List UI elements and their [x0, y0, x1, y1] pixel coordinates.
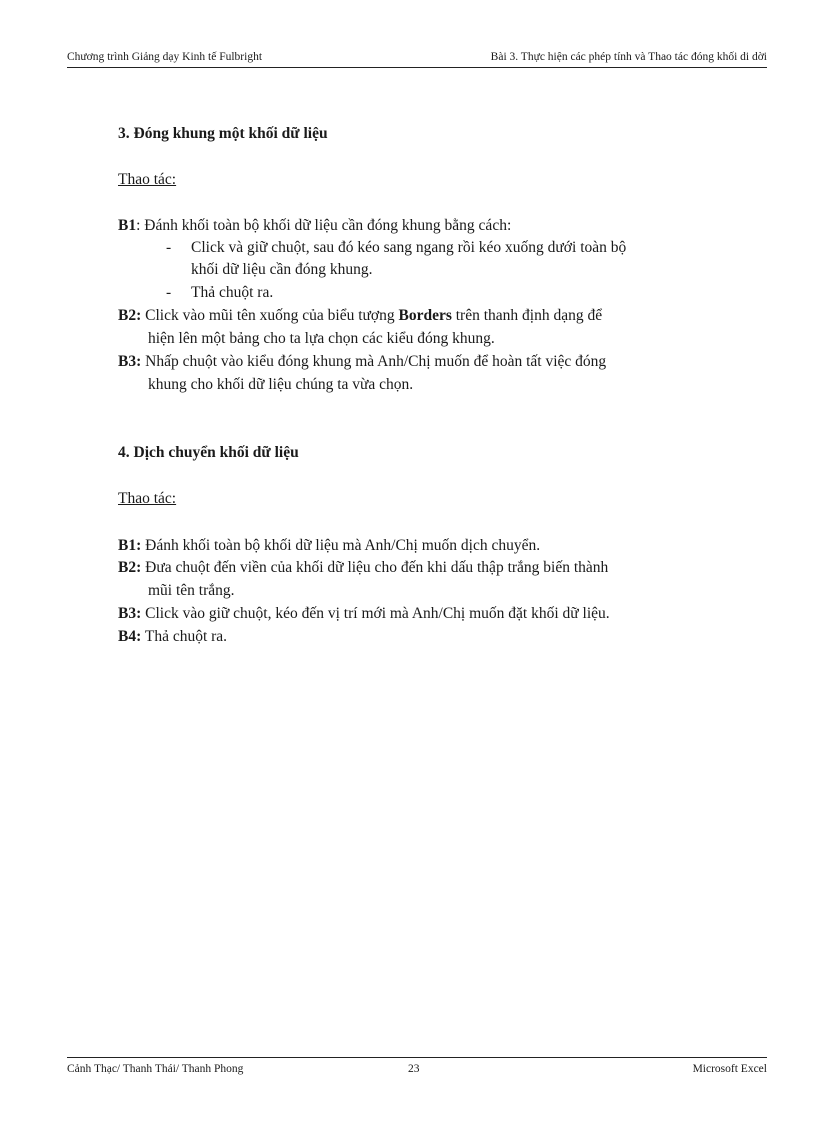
- section3-step-b3-continuation: khung cho khối dữ liệu chúng ta vừa chọn.: [148, 376, 414, 393]
- section4-step-b2: [118, 557, 608, 578]
- step-text: Đánh khối toàn bộ khối dữ liệu mà Anh/Chị muốn dịch chuyển.: [141, 537, 541, 554]
- bullet-text: Thả chuột ra.: [191, 284, 274, 301]
- header-course-title: Chương trình Giảng dạy Kinh tế Fulbright: [67, 51, 263, 63]
- step-label: B3:: [118, 353, 142, 370]
- borders-keyword: Borders: [398, 307, 452, 324]
- step-label: B1:: [118, 537, 142, 554]
- header-lesson-title: Bài 3. Thực hiện các phép tính và Thao tác đóng khối di dời: [490, 51, 767, 63]
- section4-step-b3: [118, 603, 610, 624]
- step-text: Đưa chuột đến viền của khối dữ liệu cho đến khi dấu thập trắng biến thành: [141, 559, 609, 576]
- section3-bullet-1: [166, 237, 626, 258]
- section3-bullet-2: [166, 282, 273, 303]
- bullet-dash: -: [166, 239, 172, 256]
- step-text: Thả chuột ra.: [141, 628, 228, 645]
- step-label: B2:: [118, 307, 142, 324]
- section4-subtitle: Thao tác:: [118, 490, 177, 507]
- section4-step-b1: [118, 535, 540, 556]
- step-label: B2:: [118, 559, 142, 576]
- section3-subtitle: Thao tác:: [118, 171, 177, 188]
- section3-bullet-1-continuation: khối dữ liệu cần đóng khung.: [191, 261, 373, 278]
- page-header: [67, 49, 767, 68]
- footer-authors: Cảnh Thạc/ Thanh Thái/ Thanh Phong: [67, 1063, 244, 1075]
- section3-step-b1: [118, 215, 511, 236]
- footer-subject: Microsoft Excel: [692, 1063, 767, 1075]
- step-label: B4:: [118, 628, 142, 645]
- section3-title: 3. Đóng khung một khối dữ liệu: [118, 125, 328, 142]
- step-text: : Đánh khối toàn bộ khối dữ liệu cần đóng khung bằng cách:: [136, 217, 512, 234]
- section3-step-b3: [118, 351, 606, 372]
- section3-step-b2-continuation: hiện lên một bảng cho ta lựa chọn các kiểu đóng khung.: [148, 330, 495, 347]
- step-label: B1: [118, 217, 137, 234]
- step-text: Click vào giữ chuột, kéo đến vị trí mới mà Anh/Chị muốn đặt khối dữ liệu.: [141, 605, 610, 622]
- section3-step-b2: [118, 305, 602, 326]
- section4-step-b2-continuation: mũi tên trắng.: [148, 582, 235, 599]
- step-text: Nhấp chuột vào kiểu đóng khung mà Anh/Chị muốn để hoàn tất việc đóng: [141, 353, 607, 370]
- step-label: B3:: [118, 605, 142, 622]
- section4-title: 4. Dịch chuyển khối dữ liệu: [118, 444, 299, 461]
- step-text: trên thanh định dạng để: [451, 307, 603, 324]
- bullet-dash: -: [166, 284, 172, 301]
- bullet-text: Click và giữ chuột, sau đó kéo sang ngang rồi kéo xuống dưới toàn bộ: [191, 239, 627, 256]
- section4-step-b4: [118, 626, 227, 647]
- page-number: 23: [408, 1063, 420, 1075]
- step-text: Click vào mũi tên xuống của biểu tượng: [141, 307, 399, 324]
- page-footer: [67, 1057, 767, 1078]
